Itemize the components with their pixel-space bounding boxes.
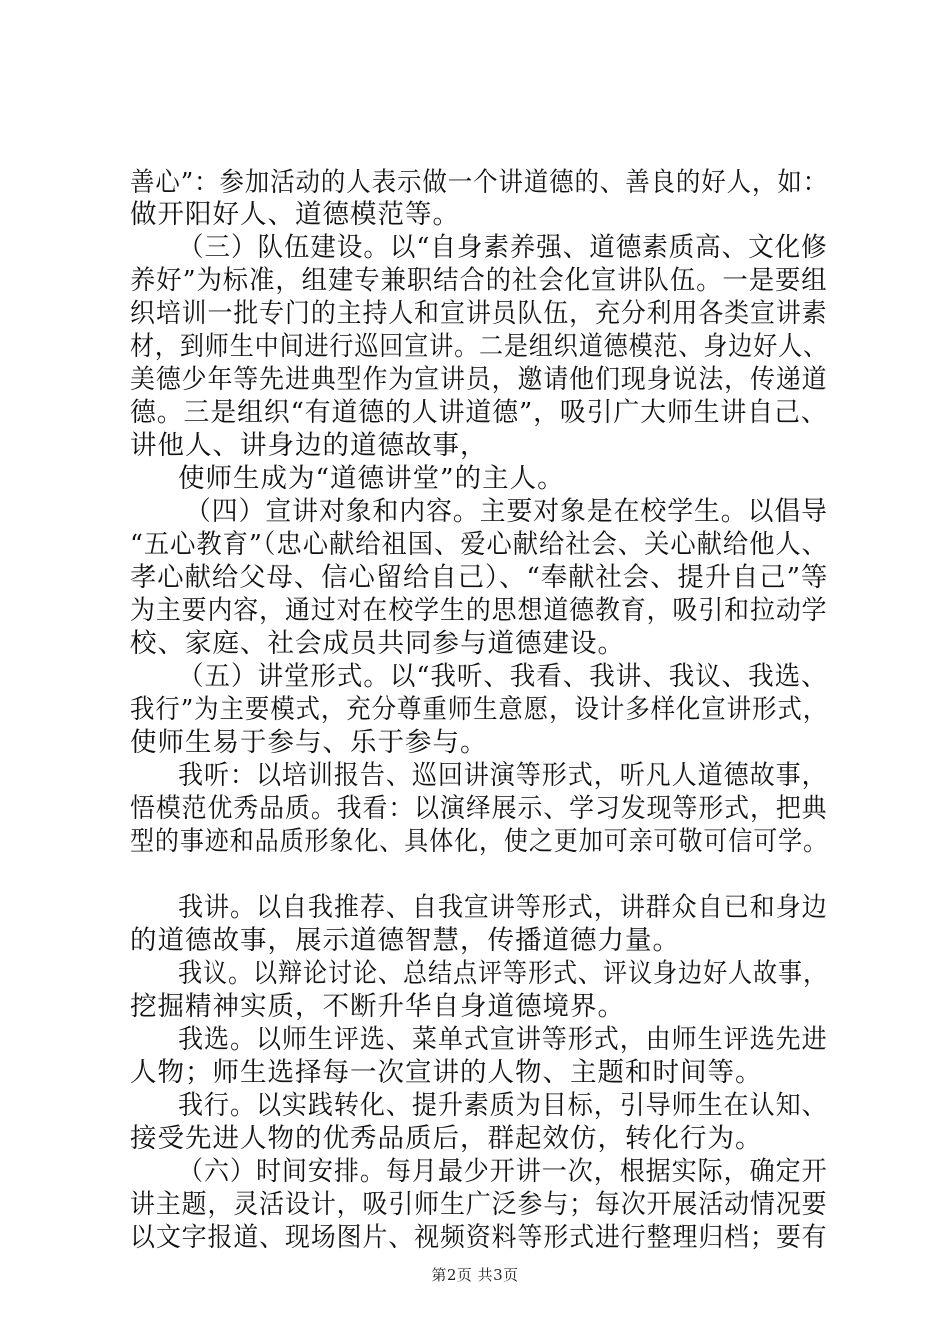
text-line: 讲主题，灵活设计，吸引师生广泛参与；每次开展活动情况要 — [130, 1189, 828, 1220]
text-line: 人物；师生选择每一次宣讲的人物、主题和时间等。 — [130, 1057, 763, 1088]
text-line: 善心”：参加活动的人表示做一个讲道德的、善良的好人，如： — [130, 167, 829, 198]
text-line: 织培训一批专门的主持人和宣讲员队伍，充分利用各类宣讲素 — [130, 298, 828, 329]
text-line: 使师生易于参与、乐于参与。 — [130, 727, 488, 758]
text-line: （四）宣讲对象和内容。主要对象是在校学生。以倡导 — [185, 496, 828, 527]
text-line: 美德少年等先进典型作为宣讲员，邀请他们现身说法，传递道 — [130, 364, 828, 395]
text-line: 为主要内容，通过对在校学生的思想道德教育，吸引和拉动学 — [130, 595, 828, 626]
text-line: （六）时间安排。每月最少开讲一次，根据实际，确定开 — [178, 1156, 828, 1187]
text-line: 的道德故事，展示道德智慧，传播道德力量。 — [130, 925, 680, 956]
text-line: 型的事迹和品质形象化、具体化，使之更加可亲可敬可信可学。 — [130, 826, 829, 857]
text-line: 以文字报道、现场图片、视频资料等形式进行整理归档；要有 — [130, 1222, 828, 1253]
page-footer: 第2页 共3页 — [431, 1266, 519, 1284]
text-line: 我行。以实践转化、提升素质为目标，引导师生在认知、 — [178, 1090, 828, 1121]
text-line: （三）队伍建设。以“自身素养强、道德素质高、文化修 — [178, 232, 828, 263]
text-line: 我选。以师生评选、菜单式宣讲等形式，由师生评选先进 — [178, 1024, 828, 1055]
text-line: 养好”为标准，组建专兼职结合的社会化宣讲队伍。一是要组 — [130, 265, 828, 296]
text-line: 我讲。以自我推荐、自我宣讲等形式，讲群众自已和身边 — [178, 892, 828, 923]
text-line: （五）讲堂形式。以“我听、我看、我讲、我议、我选、 — [178, 661, 828, 692]
text-line: “五心教育”（忠心献给祖国、爱心献给社会、关心献给他人、 — [130, 529, 828, 560]
text-line: 挖掘精神实质，不断升华自身道德境界。 — [130, 991, 625, 1022]
text-line: 材，到师生中间进行巡回宣讲。二是组织道德模范、身边好人、 — [130, 331, 829, 362]
text-line: 德。三是组织“有道德的人讲道德”，吸引广大师生讲自己、 — [130, 397, 828, 428]
text-line: 做开阳好人、道德模范等。 — [130, 199, 460, 230]
text-line: 使师生成为“道德讲堂”的主人。 — [178, 463, 565, 494]
text-line: 我行”为主要模式，充分尊重师生意愿，设计多样化宣讲形式， — [130, 694, 829, 725]
text-line: 校、家庭、社会成员共同参与道德建设。 — [130, 628, 625, 659]
text-line: 我听：以培训报告、巡回讲演等形式，听凡人道德故事， — [178, 760, 828, 791]
text-line: 讲他人、讲身边的道德故事， — [130, 430, 488, 461]
text-line: 孝心献给父母、信心留给自己）、“奉献社会、提升自己”等 — [130, 562, 829, 593]
text-line: 接受先进人物的优秀品质后，群起效仿，转化行为。 — [130, 1123, 763, 1154]
text-line: 我议。以辩论讨论、总结点评等形式、评议身边好人故事， — [178, 958, 829, 989]
text-line: 悟模范优秀品质。我看：以演绎展示、学习发现等形式，把典 — [130, 793, 828, 824]
